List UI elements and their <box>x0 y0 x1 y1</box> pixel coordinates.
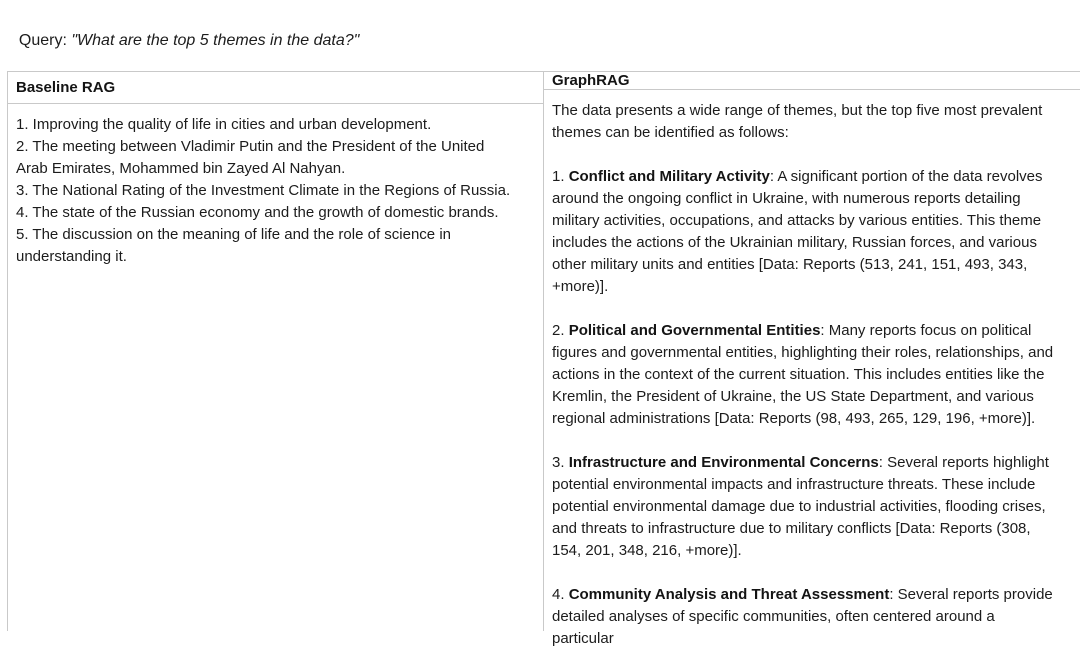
paragraph-text: 2. <box>552 322 569 339</box>
theme-title: Conflict and Military Activity <box>568 168 770 185</box>
graphrag-paragraph <box>552 452 1055 562</box>
query-line <box>10 8 359 52</box>
graphrag-paragraph <box>552 100 1055 144</box>
comparison-table <box>7 71 1080 647</box>
baseline-list-item: 3. The National Rating of the Investment Climate in the Regions of Russia. <box>16 182 511 199</box>
baseline-list-item: 5. The discussion on the meaning of life and the role of science in understanding it. <box>16 226 451 265</box>
theme-title: Political and Governmental Entities <box>568 322 821 339</box>
paragraph-text: : Several reports provide detailed analyses of specific communities, often centered around a particular <box>552 586 1053 647</box>
graphrag-paragraph <box>552 584 1055 650</box>
paragraph-text: The data presents a wide range of themes, but the top five most prevalent themes can be identified as follows: <box>552 102 1043 141</box>
baseline-list-item: 2. The meeting between Vladimir Putin and the President of the United Arab Emirates, Mohammed bin Zayed Al Nahyan. <box>16 138 485 177</box>
paragraph-text: 1. <box>552 168 569 185</box>
query-text: "What are the top 5 themes in the data?" <box>71 32 360 49</box>
baseline-rag-column <box>8 72 544 631</box>
paragraph-text: : Many reports focus on political figures and governmental entities, highlighting their roles, relationships, and actions in the context of the current situation. This includes entities like the Kremlin, the President of Ukraine, the US State Department, and various regional administrations [Data: Reports (98, 493, 265, 129, 196, +more)]. <box>552 322 1054 427</box>
baseline-list-item: 1. Improving the quality of life in cities and urban development. <box>16 116 432 133</box>
paragraph-text: 3. <box>552 454 569 471</box>
graphrag-header: GraphRAG <box>544 72 1080 90</box>
paragraph-text: : Several reports highlight potential environmental impacts and infrastructure threats. These include potential environmental damage due to industrial activities, flooding crises, and threats to infrastructure due to military conflicts [Data: Reports (308, 154, 201, 348, 216, +more)]. <box>552 454 1049 559</box>
graphrag-paragraph <box>552 320 1055 430</box>
query-label: Query: <box>18 32 72 49</box>
graphrag-cell <box>544 90 1080 650</box>
graphrag-paragraph <box>552 166 1055 298</box>
paragraph-text: : A significant portion of the data revolves around the ongoing conflict in Ukraine, with numerous reports detailing military activities, occupations, and attacks by various entities. This theme includes the actions of the Ukrainian military, Russian forces, and various other military units and entities [Data: Reports (513, 241, 151, 493, 343, +more)]. <box>552 168 1043 295</box>
graphrag-column <box>544 72 1080 647</box>
baseline-list-item: 4. The state of the Russian economy and the growth of domestic brands. <box>16 204 499 221</box>
baseline-rag-cell <box>8 104 543 268</box>
paragraph-text: 4. <box>552 586 569 603</box>
baseline-rag-header: Baseline RAG <box>8 72 543 104</box>
theme-title: Infrastructure and Environmental Concerns <box>568 454 879 471</box>
theme-title: Community Analysis and Threat Assessment <box>568 586 890 603</box>
